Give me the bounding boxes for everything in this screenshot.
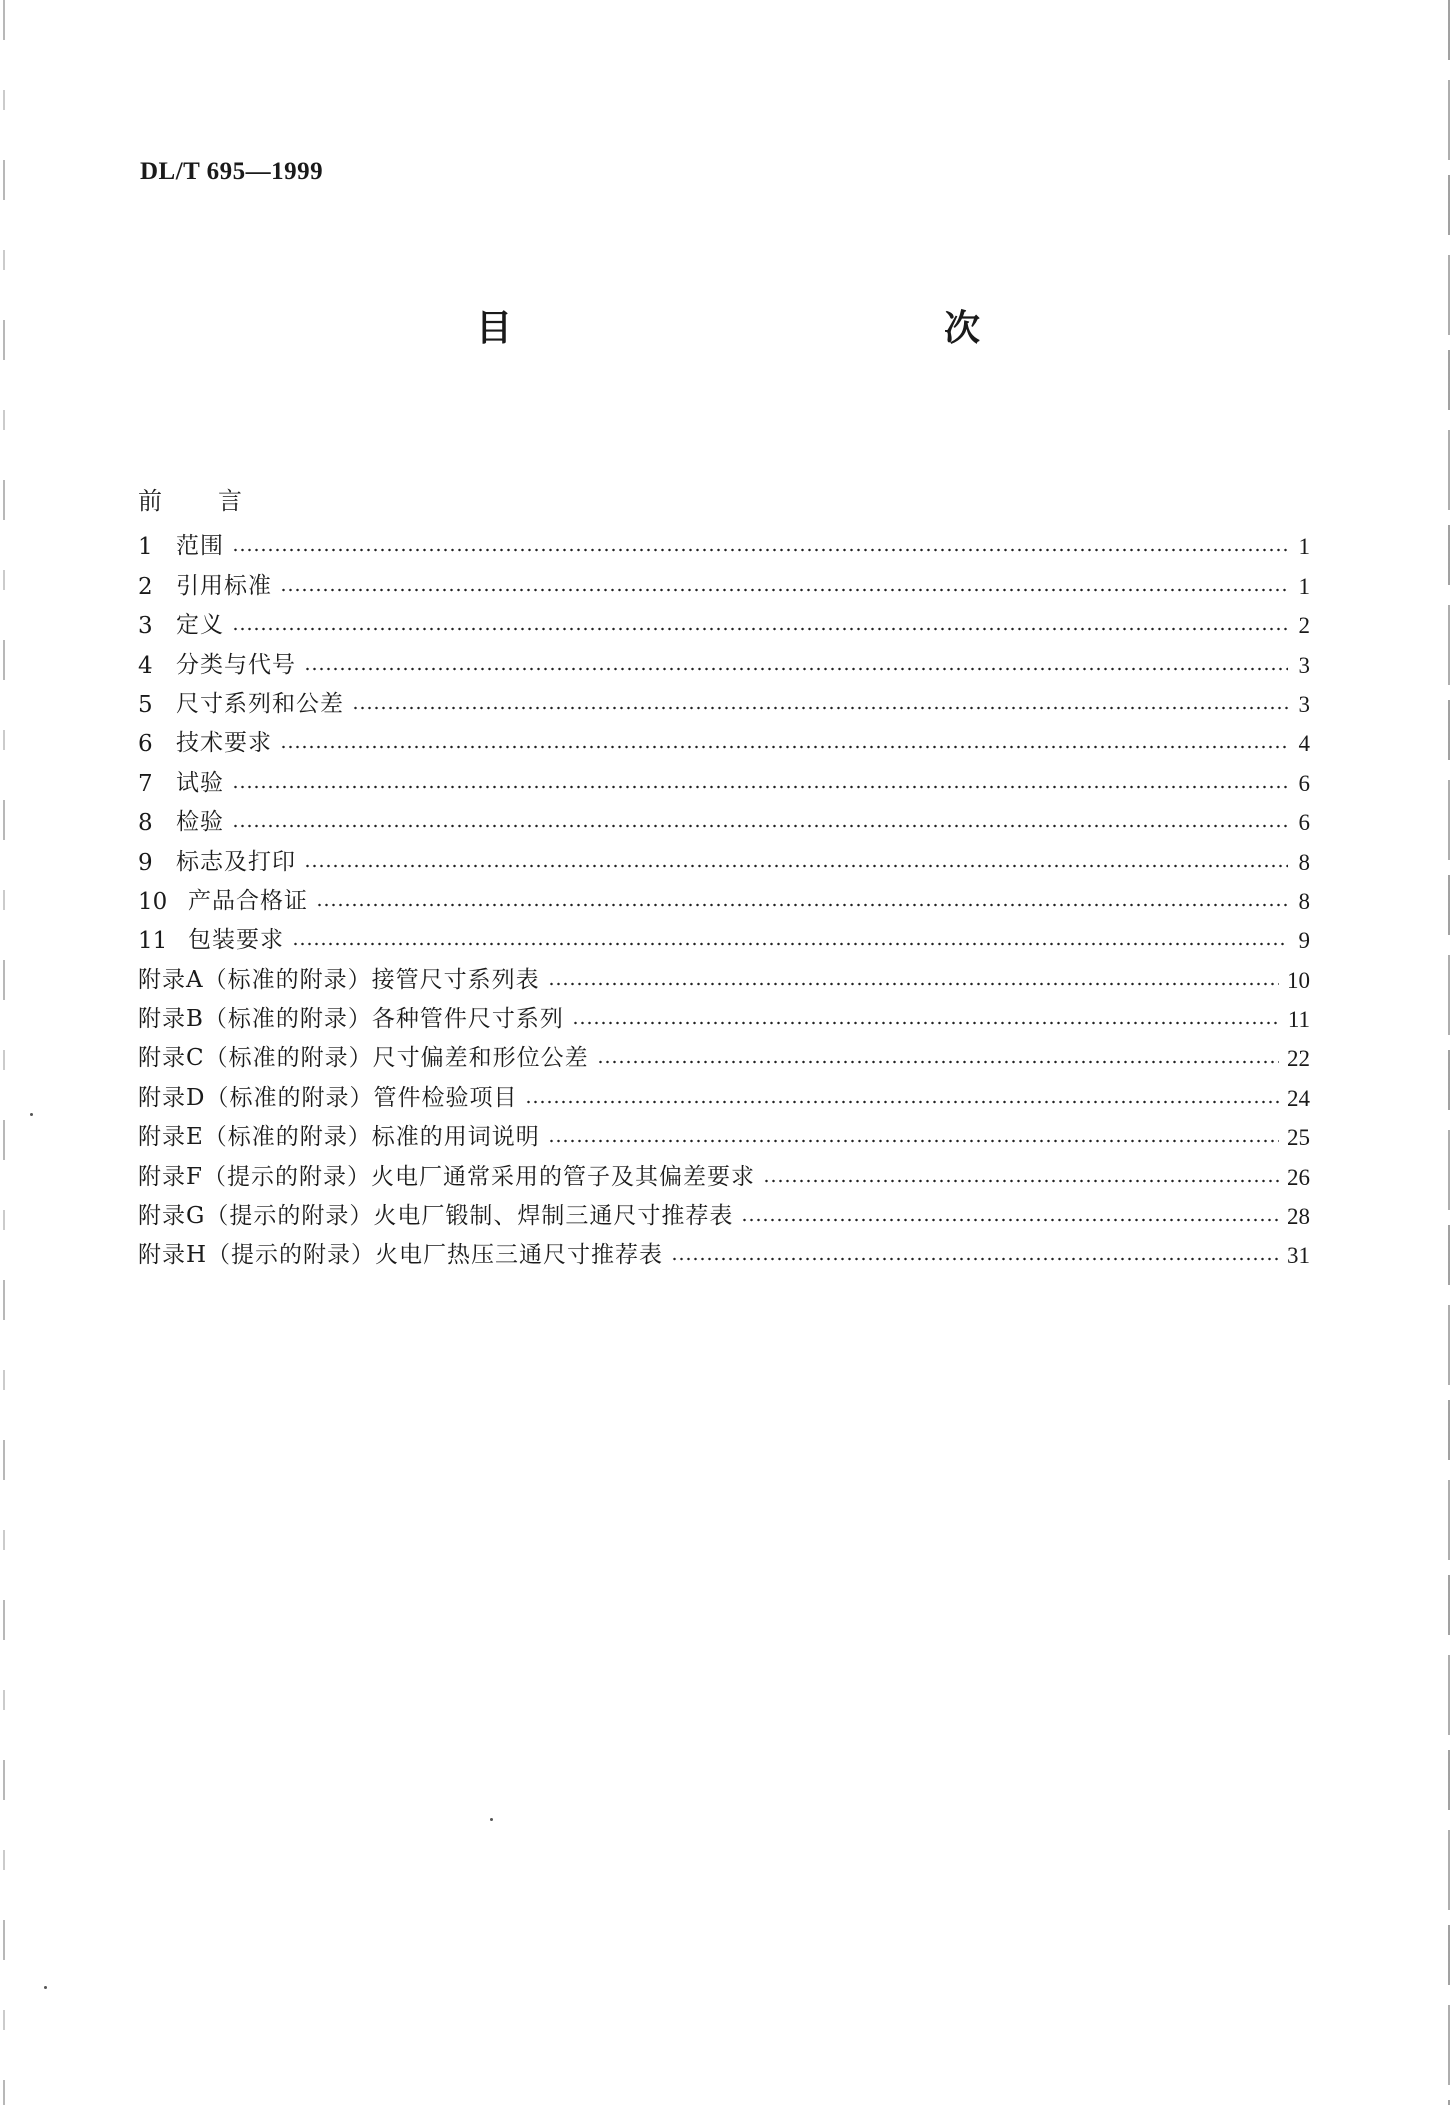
toc-dot-leader: [548, 982, 1279, 986]
toc-entry-page: 1: [1298, 534, 1310, 560]
toc-entry-label: 包装要求: [188, 927, 284, 954]
toc-entry-label: 分类与代号: [176, 651, 296, 678]
toc-entry-page: 2: [1298, 613, 1310, 639]
toc-entry: [138, 521, 1310, 560]
toc-entry-page: 24: [1287, 1085, 1310, 1111]
toc-entry-number: 1: [138, 534, 153, 561]
toc-entry-label: 尺寸系列和公差: [176, 690, 344, 717]
toc-dot-leader: [232, 548, 1288, 552]
toc-entry-number: 5: [138, 691, 153, 718]
toc-entry-page: 28: [1287, 1204, 1310, 1230]
toc-dot-leader: [525, 1100, 1279, 1104]
toc-entry-number: 7: [138, 770, 153, 797]
toc-entry-label: 附录H（提示的附录）火电厂热压三通尺寸推荐表: [138, 1242, 664, 1269]
toc-entry-number: 8: [138, 810, 153, 837]
toc-entry-page: 25: [1287, 1125, 1310, 1151]
toc-entry-page: 1: [1298, 573, 1310, 599]
toc-entry-page: 31: [1287, 1243, 1310, 1269]
toc-entry: [138, 954, 1310, 993]
toc-entry: [138, 915, 1310, 954]
toc-entry-page: 26: [1287, 1164, 1310, 1190]
toc-dot-leader: [352, 706, 1288, 710]
toc-dot-leader: [280, 745, 1288, 749]
toc-dot-leader: [763, 1179, 1279, 1183]
toc-entry: [138, 718, 1310, 757]
toc-entry: [138, 639, 1310, 678]
toc-dot-leader: [304, 667, 1288, 671]
toc-entry-label: 附录F（提示的附录）火电厂通常采用的管子及其偏差要求: [138, 1163, 755, 1190]
toc-entry-page: 6: [1298, 810, 1310, 836]
toc-entry-label: 附录E（标准的附录）标准的用词说明: [138, 1124, 540, 1151]
toc-entry-page: 6: [1298, 770, 1310, 796]
toc-dot-leader: [232, 785, 1288, 789]
toc-entry: [138, 679, 1310, 718]
toc-entry-label: 附录D（标准的附录）管件检验项目: [138, 1084, 518, 1111]
toc-dot-leader: [280, 588, 1288, 592]
toc-entry: [138, 560, 1310, 599]
scan-speck: [490, 1818, 493, 1821]
toc-entry: [138, 797, 1310, 836]
toc-entry-page: 22: [1287, 1046, 1310, 1072]
toc-entry-label: 范围: [176, 533, 224, 560]
table-of-contents: [138, 482, 1310, 1269]
toc-entry-page: 9: [1298, 928, 1310, 954]
toc-entry-page: 3: [1298, 691, 1310, 717]
toc-entry: [138, 994, 1310, 1033]
toc-entry-page: 8: [1298, 849, 1310, 875]
toc-entry-page: 3: [1298, 652, 1310, 678]
toc-entry-label: 附录B（标准的附录）各种管件尺寸系列: [138, 1006, 564, 1033]
toc-entry-page: 4: [1298, 731, 1310, 757]
toc-dot-leader: [597, 1060, 1279, 1064]
toc-entry-page: 10: [1287, 967, 1310, 993]
toc-dot-leader: [741, 1218, 1279, 1222]
toc-list: [138, 521, 1310, 1269]
toc-entry-label: 试验: [176, 769, 224, 796]
toc-entry-number: 11: [138, 928, 168, 955]
toc-entry: [138, 1191, 1310, 1230]
toc-dot-leader: [316, 903, 1288, 907]
toc-dot-leader: [304, 864, 1288, 868]
toc-entry: [138, 757, 1310, 796]
toc-dot-leader: [671, 1257, 1279, 1261]
toc-preface: 前 言: [138, 487, 258, 515]
toc-dot-leader: [292, 942, 1288, 946]
toc-entry-page: 11: [1287, 1007, 1310, 1033]
toc-entry-label: 引用标准: [176, 572, 272, 599]
toc-dot-leader: [572, 1021, 1280, 1025]
toc-entry-number: 3: [138, 613, 153, 640]
toc-entry-number: 10: [138, 888, 168, 915]
toc-entry: [138, 1112, 1310, 1151]
toc-dot-leader: [232, 824, 1288, 828]
toc-entry-label: 标志及打印: [176, 848, 296, 875]
toc-entry-label: 附录C（标准的附录）尺寸偏差和形位公差: [138, 1045, 589, 1072]
toc-entry-number: 9: [138, 849, 153, 876]
toc-entry: [138, 1230, 1310, 1269]
toc-entry-label: 附录A（标准的附录）接管尺寸系列表: [138, 966, 540, 993]
toc-entry-label: 技术要求: [176, 730, 272, 757]
page-title: 目 次: [475, 308, 1100, 349]
toc-dot-leader: [232, 627, 1288, 631]
toc-entry: [138, 1033, 1310, 1072]
toc-dot-leader: [548, 1139, 1279, 1143]
toc-entry-label: 检验: [176, 809, 224, 836]
toc-entry-number: 4: [138, 652, 153, 679]
toc-entry: [138, 600, 1310, 639]
toc-entry: [138, 836, 1310, 875]
toc-entry: [138, 876, 1310, 915]
toc-entry-number: 6: [138, 731, 153, 758]
toc-entry: [138, 1151, 1310, 1190]
toc-entry-number: 2: [138, 573, 153, 600]
toc-entry-label: 定义: [176, 612, 224, 639]
scan-speck: [44, 1986, 47, 1989]
toc-entry-page: 8: [1298, 888, 1310, 914]
scan-speck: [30, 1113, 33, 1116]
toc-entry-label: 附录G（提示的附录）火电厂锻制、焊制三通尺寸推荐表: [138, 1203, 734, 1230]
toc-entry: [138, 1072, 1310, 1111]
toc-entry-label: 产品合格证: [188, 887, 308, 914]
document-code: DL/T 695—1999: [140, 158, 324, 185]
